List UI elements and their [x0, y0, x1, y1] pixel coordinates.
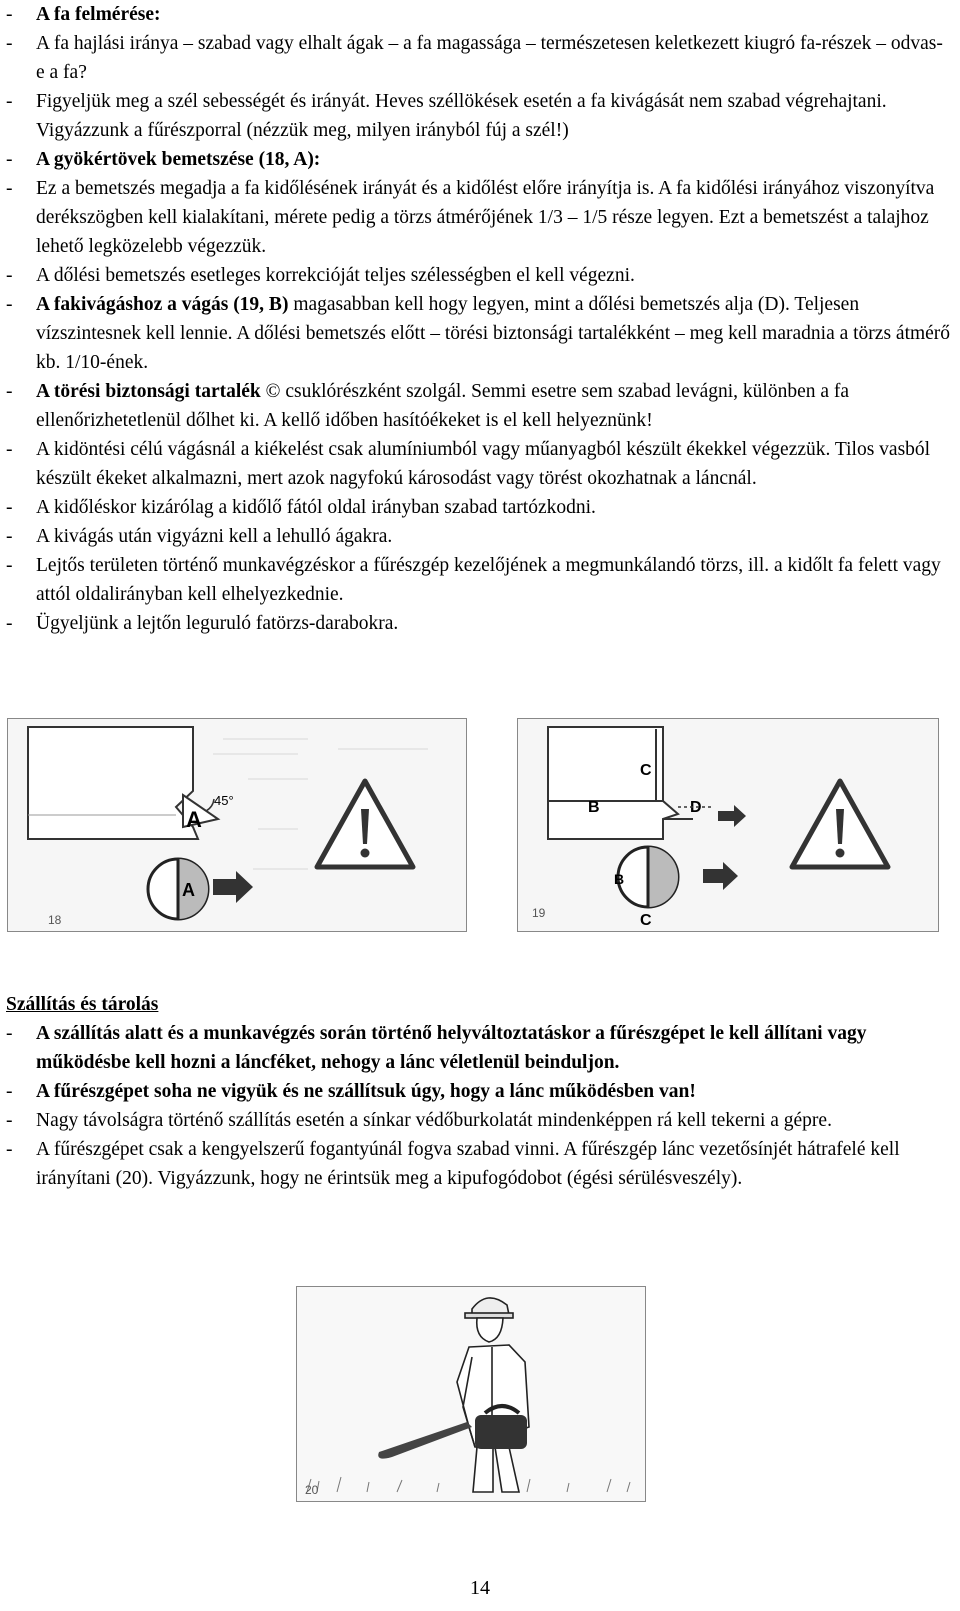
page-number: 14	[470, 1577, 490, 1599]
figure-19-label-b: B	[588, 799, 600, 816]
body-text: A fa hajlási iránya – szabad vagy elhalt ágak – a fa magassága – természetesen keletkezett kiugró fa-részek – odvas-e a fa?	[36, 33, 943, 83]
list-item	[6, 290, 951, 377]
figure-18-drawing	[8, 719, 466, 931]
list-item	[6, 1135, 951, 1193]
list-dash: -	[6, 497, 13, 518]
figure-18	[7, 718, 467, 932]
body-text: A kivágás után vigyázni kell a lehulló ágakra.	[36, 526, 393, 547]
list-item	[6, 435, 951, 493]
transport-storage-section	[6, 990, 951, 1193]
body-text: A kidöntési célú vágásnál a kiékelést csak alumíniumból vagy műanyagból készült ékekkel végezzük. Tilos vasból készült ékeket alkalmazni, mert azok nagyfokú károsodást vagy törést okozhatnak a láncnál.	[36, 439, 931, 489]
figure-19-label-d: D	[690, 799, 702, 816]
figure-19-label-c-top: C	[640, 762, 652, 779]
list-item	[6, 609, 951, 638]
list-item	[6, 87, 951, 145]
list-item	[6, 551, 951, 609]
body-text: Ügyeljünk a lejtőn leguruló fatörzs-darabokra.	[36, 613, 399, 634]
list-dash: -	[6, 1110, 13, 1131]
body-text: Lejtős területen történő munkavégzéskor a fűrészgép kezelőjének a megmunkálandó törzs, ill. a kidőlt fa felett vagy attól oldalirányban kell elhelyezkednie.	[36, 555, 941, 605]
list-item	[6, 1019, 951, 1077]
list-dash: -	[6, 1081, 13, 1102]
list-item	[6, 29, 951, 87]
body-text: A kidőléskor kizárólag a kidőlő fától oldal irányban szabad tartózkodni.	[36, 497, 596, 518]
list-dash: -	[6, 33, 13, 54]
list-dash: -	[6, 178, 13, 199]
body-text: Figyeljük meg a szél sebességét és irányát. Heves széllökések esetén a fa kivágását nem szabad végrehajtani. Vigyázzunk a fűrészporral (nézzük meg, milyen irányból fúj a szél!)	[36, 91, 887, 141]
bold-text: A fakivágáshoz a vágás (19, B)	[36, 294, 289, 315]
list-item	[6, 0, 951, 29]
list-item	[6, 1106, 951, 1135]
figure-18-number: 18	[48, 913, 62, 927]
body-text: Ez a bemetszés megadja a fa kidőlésének irányát és a kidőlést előre irányítja is. A fa kidőlési irányához viszonyítva derékszögben kell kialakítani, mérete pedig a törzs átmérőjének 1/3 – 1/5 része legyen. Ezt a bemetszést a talajhoz lehető legközelebb végezzük.	[36, 178, 935, 257]
bold-text: A gyökértövek bemetszése (18, A):	[36, 149, 321, 170]
figure-18-angle-label: 45°	[214, 793, 234, 808]
list-item	[6, 261, 951, 290]
body-text: A fűrészgépet csak a kengyelszerű fogantyúnál fogva szabad vinni. A fűrészgép lánc vezetősínjét hátrafelé kell irányítani (20). Vigyázzunk, hogy ne érintsük meg a kipufogódobot (égési sérülésveszély).	[36, 1139, 900, 1189]
bold-text: A fa felmérése:	[36, 4, 161, 25]
body-text: Nagy távolságra történő szállítás esetén a sínkar védőburkolatát mindenképpen rá kell tekerni a gépre.	[36, 1110, 832, 1131]
bold-text: A törési biztonsági tartalék	[36, 381, 261, 402]
body-text: A dőlési bemetszés esetleges korrekcióját teljes szélességben el kell végezni.	[36, 265, 635, 286]
list-dash: -	[6, 4, 13, 25]
list-dash: -	[6, 381, 13, 402]
list-item	[6, 145, 951, 174]
list-dash: -	[6, 439, 13, 460]
figure-18-label-a-top: A	[186, 807, 202, 832]
figure-18-label-a-bottom: A	[182, 880, 195, 900]
list-item	[6, 493, 951, 522]
section-heading: Szállítás és tárolás	[6, 994, 159, 1015]
transport-instructions	[6, 1019, 951, 1193]
bold-text: A fűrészgépet soha ne vigyük és ne szállítsuk úgy, hogy a lánc működésben van!	[36, 1081, 696, 1102]
list-dash: -	[6, 555, 13, 576]
figure-19-label-b-circle: B	[614, 871, 625, 887]
body-text: magasabban kell hogy legyen, mint a dőlési bemetszés alja (D). Teljesen vízszintesnek kell lennie. A dőlési bemetszés előtt – törési biztonsági tartalékként – meg kell maradnia a törzs átmérő kb. 1/10-ének.	[36, 294, 951, 373]
list-dash: -	[6, 294, 13, 315]
list-dash: -	[6, 91, 13, 112]
list-dash: -	[6, 149, 13, 170]
figure-19-number: 19	[532, 906, 546, 920]
body-text: © csuklórészként szolgál. Semmi esetre sem szabad levágni, különben a fa ellenőrizhetetlenül dőlhet ki. A kellő időben hasítóékeket is el kell helyeznünk!	[36, 381, 850, 431]
list-item	[6, 377, 951, 435]
figure-19-label-c-bottom: C	[640, 912, 652, 929]
figure-20-number: 20	[305, 1483, 319, 1497]
list-item	[6, 1077, 951, 1106]
figure-20-drawing	[297, 1287, 645, 1501]
list-item	[6, 174, 951, 261]
figure-19-drawing	[518, 719, 938, 931]
list-dash: -	[6, 1139, 13, 1160]
felling-instructions	[6, 0, 951, 638]
list-dash: -	[6, 1023, 13, 1044]
list-dash: -	[6, 265, 13, 286]
bold-text: A szállítás alatt és a munkavégzés során történő helyváltoztatáskor a fűrészgépet le kell állítani vagy működésbe kell hozni a láncféket, nehogy a lánc véletlenül beinduljon.	[36, 1023, 867, 1073]
figure-19	[517, 718, 939, 932]
list-item	[6, 522, 951, 551]
list-dash: -	[6, 526, 13, 547]
list-dash: -	[6, 613, 13, 634]
figure-20	[296, 1286, 646, 1502]
